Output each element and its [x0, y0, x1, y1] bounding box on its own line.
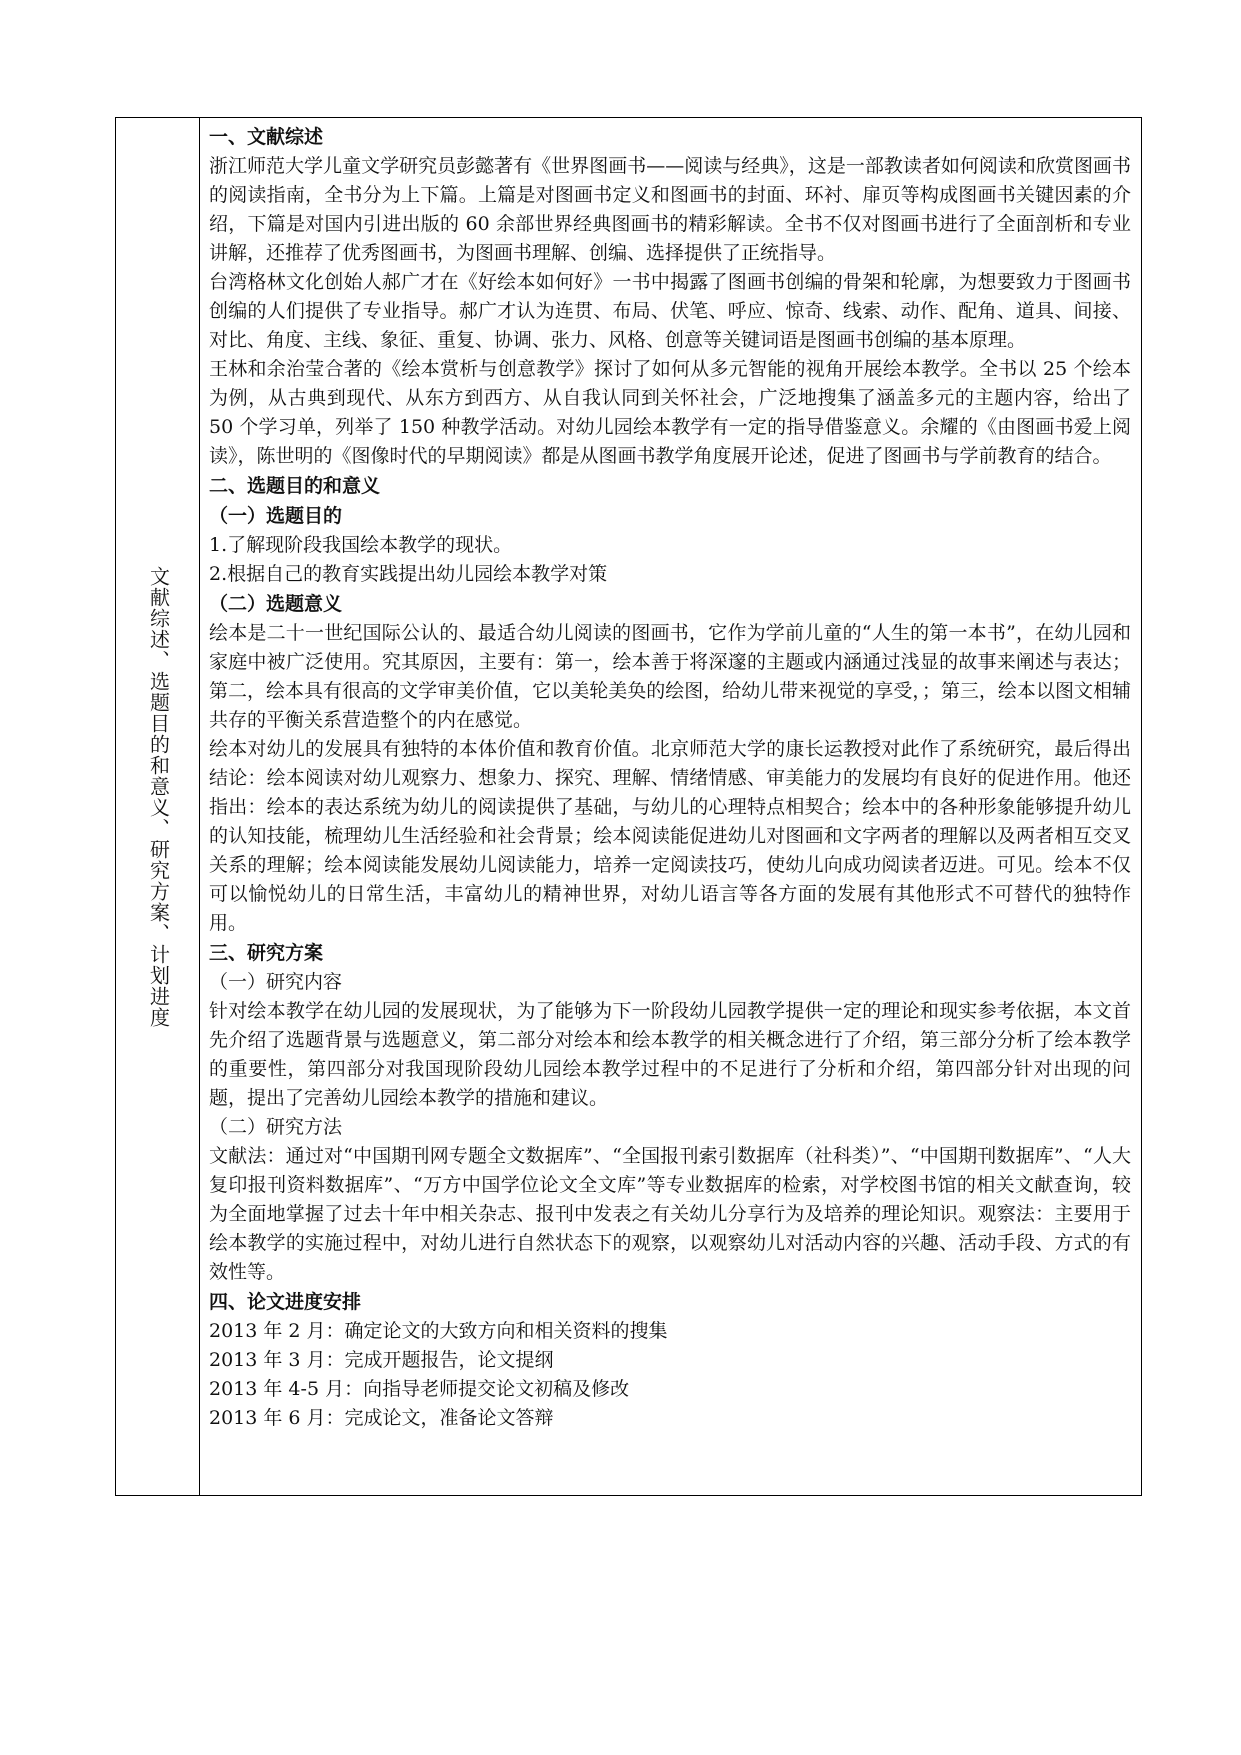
row-content-cell [200, 118, 1141, 1495]
schedule-item: 2013 年 4-5 月：向指导老师提交论文初稿及修改 [209, 1378, 630, 1400]
paragraph: 文献法：通过对“中国期刊网专题全文数据库”、“全国报刊索引数据库（社科类）”、“中国期刊数据库”、“人大复印报刊资料数据库”、“万方中国学位论文全文库”等专业数据库的检索，对学校图书馆的相关文献查询，较为全面地掌握了过去十年中相关杂志、报刊中发表之有关幼儿分享行为及培养的理论知识。观察法：主要用于绘本教学的实施过程中，对幼儿进行自然状态下的观察，以观察幼儿对活动内容的兴趣、活动手段、方式的有效性等。 [209, 1145, 1131, 1283]
subheading-purpose: （一）选题目的 [209, 505, 343, 527]
row-label-cell [116, 118, 200, 1495]
paragraph: 王林和余治莹合著的《绘本赏析与创意教学》探讨了如何从多元智能的视角开展绘本教学。全书以 25 个绘本为例，从古典到现代、从东方到西方、从自我认同到关怀社会，广泛地搜集了涵盖多元的主题内容，给出了 50 个学习单，列举了 150 种教学活动。对幼儿园绘本教学有一定的指导借鉴意义。余耀的《由图画书爱上阅读》，陈世明的《图像时代的早期阅读》都是从图画书教学角度展开论述，促进了图画书与学前教育的结合。 [209, 358, 1131, 467]
section-heading-literature-review: 一、文献综述 [209, 126, 324, 148]
section-heading-schedule: 四、论文进度安排 [209, 1291, 362, 1313]
subheading-significance: （二）选题意义 [209, 593, 343, 615]
row-label: 文献综述、选题目的和意义、研究方案、计划进度 [146, 566, 171, 1028]
list-item: 2.根据自己的教育实践提出幼儿园绘本教学对策 [209, 563, 608, 585]
paragraph: 浙江师范大学儿童文学研究员彭懿著有《世界图画书——阅读与经典》，这是一部教读者如何阅读和欣赏图画书的阅读指南，全书分为上下篇。上篇是对图画书定义和图画书的封面、环衬、扉页等构成图画书关键因素的介绍，下篇是对国内引进出版的 60 余部世界经典图画书的精彩解读。全书不仅对图画书进行了全面剖析和专业讲解，还推荐了优秀图画书，为图画书理解、创编、选择提供了正统指导。 [209, 155, 1131, 264]
schedule-item: 2013 年 6 月：完成论文，准备论文答辩 [209, 1407, 554, 1429]
section-heading-purpose-significance: 二、选题目的和意义 [209, 475, 381, 497]
subheading-research-methods: （二）研究方法 [209, 1116, 343, 1138]
paragraph: 台湾格林文化创始人郝广才在《好绘本如何好》一书中揭露了图画书创编的骨架和轮廓，为想要致力于图画书创编的人们提供了专业指导。郝广才认为连贯、布局、伏笔、呼应、惊奇、线索、动作、配角、道具、间接、对比、角度、主线、象征、重复、协调、张力、风格、创意等关键词语是图画书创编的基本原理。 [209, 271, 1131, 351]
paragraph: 绘本对幼儿的发展具有独特的本体价值和教育价值。北京师范大学的康长运教授对此作了系统研究，最后得出结论：绘本阅读对幼儿观察力、想象力、探究、理解、情绪情感、审美能力的发展均有良好的促进作用。他还指出：绘本的表达系统为幼儿的阅读提供了基础，与幼儿的心理特点相契合；绘本中的各种形象能够提升幼儿的认知技能，梳理幼儿生活经验和社会背景；绘本阅读能促进幼儿对图画和文字两者的理解以及两者相互交叉关系的理解；绘本阅读能发展幼儿阅读能力，培养一定阅读技巧，使幼儿向成功阅读者迈进。可见。绘本不仅可以愉悦幼儿的日常生活，丰富幼儿的精神世界，对幼儿语言等各方面的发展有其他形式不可替代的独特作用。 [209, 738, 1131, 934]
subheading-research-content: （一）研究内容 [209, 971, 343, 993]
report-table [115, 117, 1142, 1496]
schedule-item: 2013 年 2 月：确定论文的大致方向和相关资料的搜集 [209, 1320, 668, 1342]
section-heading-research-plan: 三、研究方案 [209, 942, 324, 964]
schedule-item: 2013 年 3 月：完成开题报告，论文提纲 [209, 1349, 554, 1371]
list-item: 1.了解现阶段我国绘本教学的现状。 [209, 534, 513, 556]
paragraph: 针对绘本教学在幼儿园的发展现状，为了能够为下一阶段幼儿园教学提供一定的理论和现实参考依据，本文首先介绍了选题背景与选题意义，第二部分对绘本和绘本教学的相关概念进行了介绍，第三部分分析了绘本教学的重要性，第四部分对我国现阶段幼儿园绘本教学过程中的不足进行了分析和介绍，第四部分针对出现的问题，提出了完善幼儿园绘本教学的措施和建议。 [209, 1000, 1131, 1109]
paragraph: 绘本是二十一世纪国际公认的、最适合幼儿阅读的图画书，它作为学前儿童的“人生的第一本书”，在幼儿园和家庭中被广泛使用。究其原因，主要有：第一，绘本善于将深邃的主题或内涵通过浅显的故事来阐述与表达；第二，绘本具有很高的文学审美价值，它以美轮美奂的绘图，给幼儿带来视觉的享受，；第三，绘本以图文相辅共存的平衡关系营造整个的内在感觉。 [209, 622, 1131, 731]
